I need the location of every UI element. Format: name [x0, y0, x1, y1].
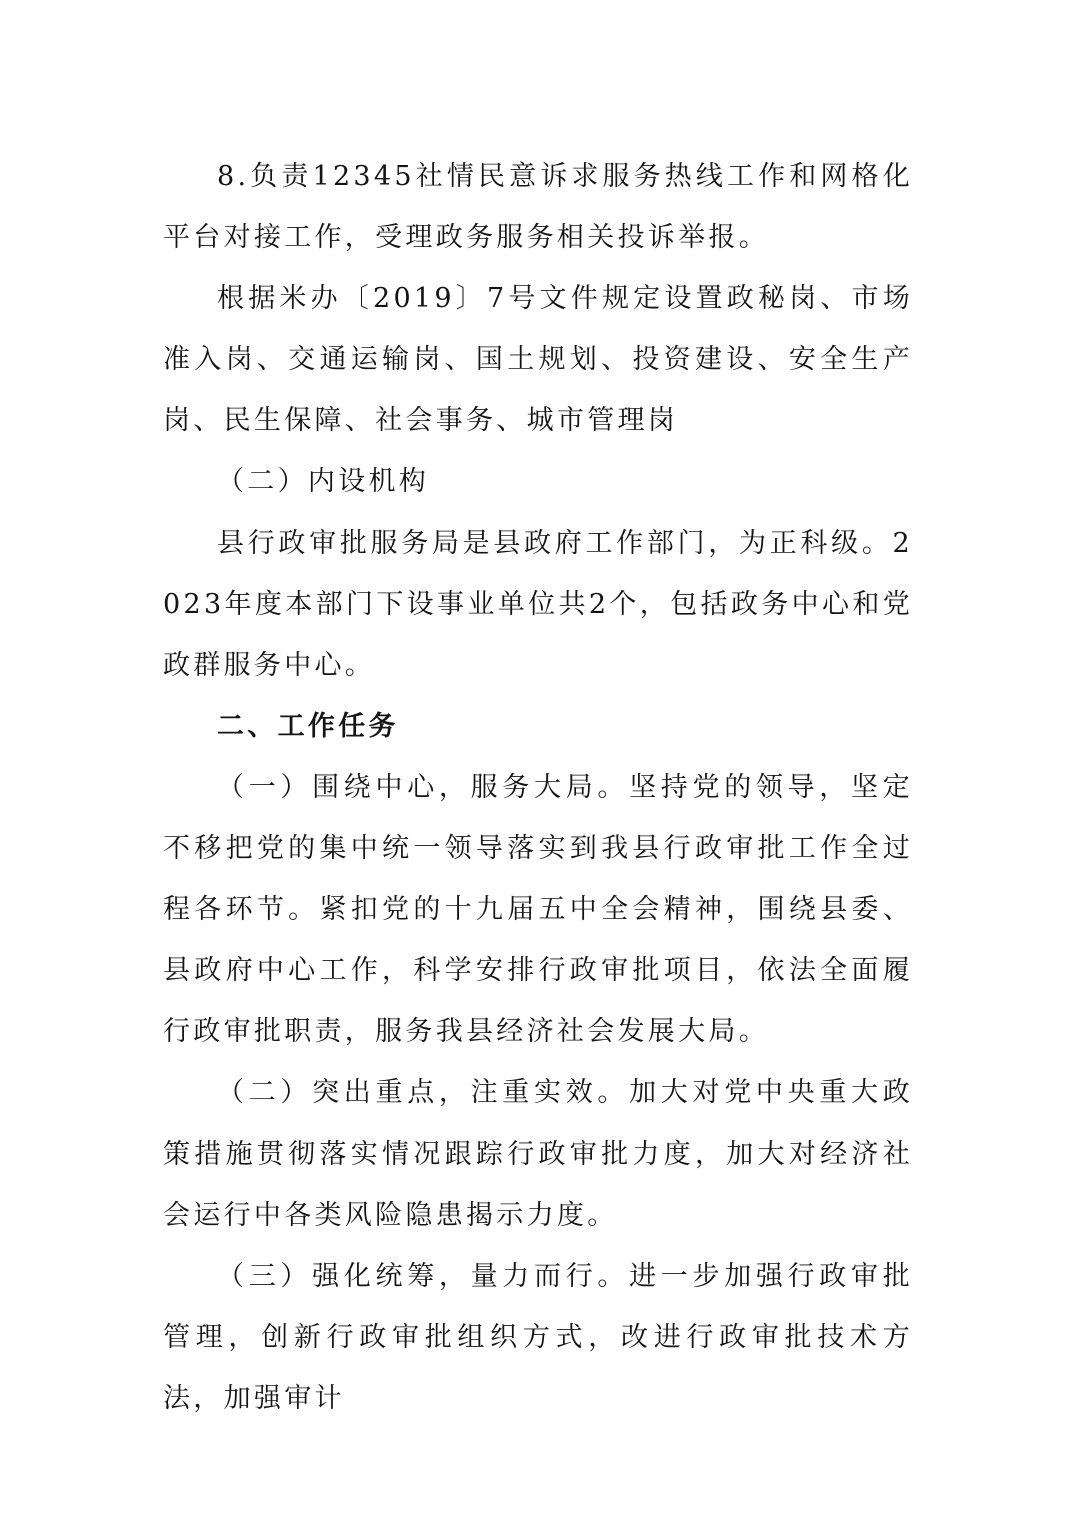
section-heading-tasks: 二、工作任务: [217, 710, 399, 742]
paragraph-task-1: （一）围绕中心，服务大局。坚持党的领导，坚定不移把党的集中统一领导落实到我县行政审批工作全过程各环节。紧扣党的十九届五中全会精神，围绕县委、县政府中心工作，科学安排行政审批项目，依法全面履行政审批职责，服务我县经济社会发展大局。: [163, 771, 913, 1048]
paragraph-structure: 县行政审批服务局是县政府工作部门，为正科级。2023年度本部门下设事业单位共2个，包括政务中心和党政群服务中心。: [163, 527, 913, 681]
paragraph-task-2: （二）突出重点，注重实效。加大对党中央重大政策措施贯彻落实情况跟踪行政审批力度，加大对经济社会运行中各类风险隐患揭示力度。: [163, 1077, 913, 1231]
paragraph-duty-8: 8.负责12345社情民意诉求服务热线工作和网格化平台对接工作，受理政务服务相关投诉举报。: [163, 161, 913, 254]
paragraph-task-3: （三）强化统筹，量力而行。进一步加强行政审批管理，创新行政审批组织方式，改进行政审批技术方法，加强审计: [163, 1260, 913, 1414]
paragraph-positions: 根据米办〔2019〕7号文件规定设置政秘岗、市场准入岗、交通运输岗、国土规划、投资建设、安全生产岗、民生保障、社会事务、城市管理岗: [163, 283, 913, 437]
document-body: [163, 146, 913, 1429]
subheading-internal-structure: （二）内设机构: [217, 466, 430, 498]
